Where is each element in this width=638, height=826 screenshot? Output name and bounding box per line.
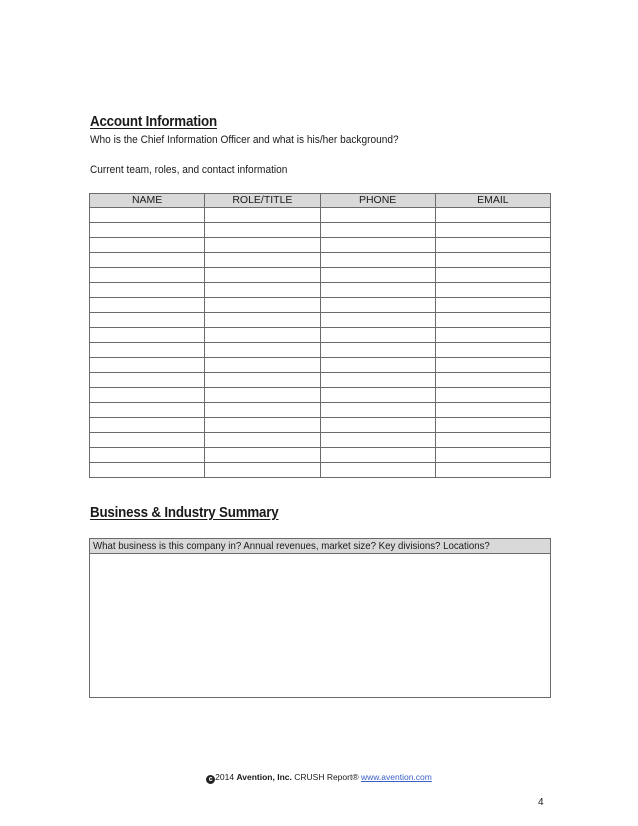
contacts-table-row xyxy=(90,463,551,478)
contacts-table-row xyxy=(90,403,551,418)
contacts-table-cell[interactable] xyxy=(205,418,320,433)
contacts-table-cell[interactable] xyxy=(320,358,435,373)
column-header-email: EMAIL xyxy=(435,194,550,208)
contacts-table-cell[interactable] xyxy=(320,373,435,388)
contacts-table-cell[interactable] xyxy=(320,433,435,448)
contacts-table-cell[interactable] xyxy=(205,268,320,283)
contacts-table-cell[interactable] xyxy=(435,463,550,478)
business-summary-prompt: What business is this company in? Annual revenues, market size? Key divisions? Locations? xyxy=(93,540,490,552)
contacts-table-cell[interactable] xyxy=(205,313,320,328)
column-header-phone: PHONE xyxy=(320,194,435,208)
contacts-table-cell[interactable] xyxy=(205,208,320,223)
contacts-table-cell[interactable] xyxy=(205,403,320,418)
contacts-table-cell[interactable] xyxy=(435,268,550,283)
contacts-table-cell[interactable] xyxy=(90,403,205,418)
contacts-table-cell[interactable] xyxy=(320,448,435,463)
footer xyxy=(0,772,638,784)
contacts-table-cell[interactable] xyxy=(320,298,435,313)
contacts-table-row xyxy=(90,253,551,268)
contacts-table-cell[interactable] xyxy=(205,298,320,313)
contacts-table-cell[interactable] xyxy=(435,313,550,328)
contacts-table-cell[interactable] xyxy=(435,373,550,388)
footer-year: 2014 xyxy=(215,772,235,782)
contacts-table-cell[interactable] xyxy=(320,343,435,358)
contacts-table-cell[interactable] xyxy=(435,328,550,343)
contacts-table-row xyxy=(90,283,551,298)
contacts-table-cell[interactable] xyxy=(320,253,435,268)
contacts-table-header-row xyxy=(90,194,551,208)
contacts-table-cell[interactable] xyxy=(435,418,550,433)
contacts-table-cell[interactable] xyxy=(435,223,550,238)
contacts-table-cell[interactable] xyxy=(90,253,205,268)
contacts-table-body xyxy=(90,208,551,478)
contacts-table-cell[interactable] xyxy=(205,328,320,343)
contacts-table-cell[interactable] xyxy=(205,238,320,253)
contacts-table-cell[interactable] xyxy=(435,238,550,253)
contacts-table-cell[interactable] xyxy=(90,433,205,448)
footer-url-link[interactable]: www.avention.com xyxy=(360,772,432,782)
contacts-table-cell[interactable] xyxy=(90,298,205,313)
contacts-table-row xyxy=(90,343,551,358)
contacts-table-cell[interactable] xyxy=(90,328,205,343)
contacts-table-cell[interactable] xyxy=(320,313,435,328)
contacts-table-cell[interactable] xyxy=(435,253,550,268)
contacts-table-cell[interactable] xyxy=(205,223,320,238)
contacts-table-cell[interactable] xyxy=(205,463,320,478)
contacts-table-cell[interactable] xyxy=(435,433,550,448)
footer-company: Avention, Inc. xyxy=(236,772,292,782)
contacts-table-row xyxy=(90,373,551,388)
contacts-table-cell[interactable] xyxy=(320,388,435,403)
contacts-table-cell[interactable] xyxy=(320,403,435,418)
contacts-table-cell[interactable] xyxy=(435,343,550,358)
contacts-table xyxy=(89,193,551,478)
contacts-table-cell[interactable] xyxy=(90,358,205,373)
contacts-table-row xyxy=(90,313,551,328)
contacts-table-row xyxy=(90,418,551,433)
contacts-table-cell[interactable] xyxy=(90,418,205,433)
contacts-table-cell[interactable] xyxy=(205,373,320,388)
contacts-table-cell[interactable] xyxy=(435,358,550,373)
contacts-table-cell[interactable] xyxy=(435,403,550,418)
contacts-table-cell[interactable] xyxy=(320,463,435,478)
column-header-role-title: ROLE/TITLE xyxy=(205,194,320,208)
contacts-table-cell[interactable] xyxy=(320,328,435,343)
contacts-table-cell[interactable] xyxy=(435,298,550,313)
contacts-table-cell[interactable] xyxy=(205,358,320,373)
contacts-table-row xyxy=(90,433,551,448)
contacts-table-row xyxy=(90,298,551,313)
contacts-table-cell[interactable] xyxy=(320,283,435,298)
column-header-name: NAME xyxy=(90,194,205,208)
contacts-table-cell[interactable] xyxy=(205,253,320,268)
contacts-table-row xyxy=(90,238,551,253)
contacts-table-cell[interactable] xyxy=(90,208,205,223)
contacts-table-cell[interactable] xyxy=(90,343,205,358)
account-information-heading: Account Information xyxy=(90,114,217,130)
contacts-table-row xyxy=(90,328,551,343)
business-summary-box[interactable] xyxy=(89,538,551,698)
contacts-table-cell[interactable] xyxy=(435,388,550,403)
contacts-table-cell[interactable] xyxy=(205,283,320,298)
contacts-table-cell[interactable] xyxy=(90,283,205,298)
contacts-table-cell[interactable] xyxy=(205,388,320,403)
contacts-table-cell[interactable] xyxy=(435,283,550,298)
contacts-table-cell[interactable] xyxy=(320,418,435,433)
page-number: 4 xyxy=(538,797,544,808)
contacts-table-cell[interactable] xyxy=(320,223,435,238)
contacts-table-row xyxy=(90,358,551,373)
copyright-icon: c xyxy=(206,775,215,784)
business-summary-prompt-bar xyxy=(90,539,550,554)
contacts-table-cell[interactable] xyxy=(435,208,550,223)
contacts-table-cell[interactable] xyxy=(205,343,320,358)
contacts-table-cell[interactable] xyxy=(90,388,205,403)
contacts-table-cell[interactable] xyxy=(320,268,435,283)
contacts-table-cell[interactable] xyxy=(205,448,320,463)
contacts-table-cell[interactable] xyxy=(90,463,205,478)
contacts-table-cell[interactable] xyxy=(320,238,435,253)
contacts-table-cell[interactable] xyxy=(90,313,205,328)
contacts-table-row xyxy=(90,448,551,463)
cio-question: Who is the Chief Information Officer and what is his/her background? xyxy=(90,134,399,146)
contacts-table-cell[interactable] xyxy=(90,448,205,463)
contacts-table-cell[interactable] xyxy=(435,448,550,463)
contacts-table-cell[interactable] xyxy=(90,268,205,283)
contacts-table-cell[interactable] xyxy=(90,238,205,253)
contacts-table-row xyxy=(90,208,551,223)
contacts-table-row xyxy=(90,268,551,283)
contacts-table-row xyxy=(90,388,551,403)
business-industry-summary-heading: Business & Industry Summary xyxy=(90,505,279,521)
contacts-table-cell[interactable] xyxy=(205,433,320,448)
contacts-table-cell[interactable] xyxy=(90,223,205,238)
footer-product: CRUSH Report® xyxy=(294,772,359,782)
contacts-table-cell[interactable] xyxy=(90,373,205,388)
team-label: Current team, roles, and contact information xyxy=(90,164,288,176)
contacts-table-row xyxy=(90,223,551,238)
contacts-table-cell[interactable] xyxy=(320,208,435,223)
